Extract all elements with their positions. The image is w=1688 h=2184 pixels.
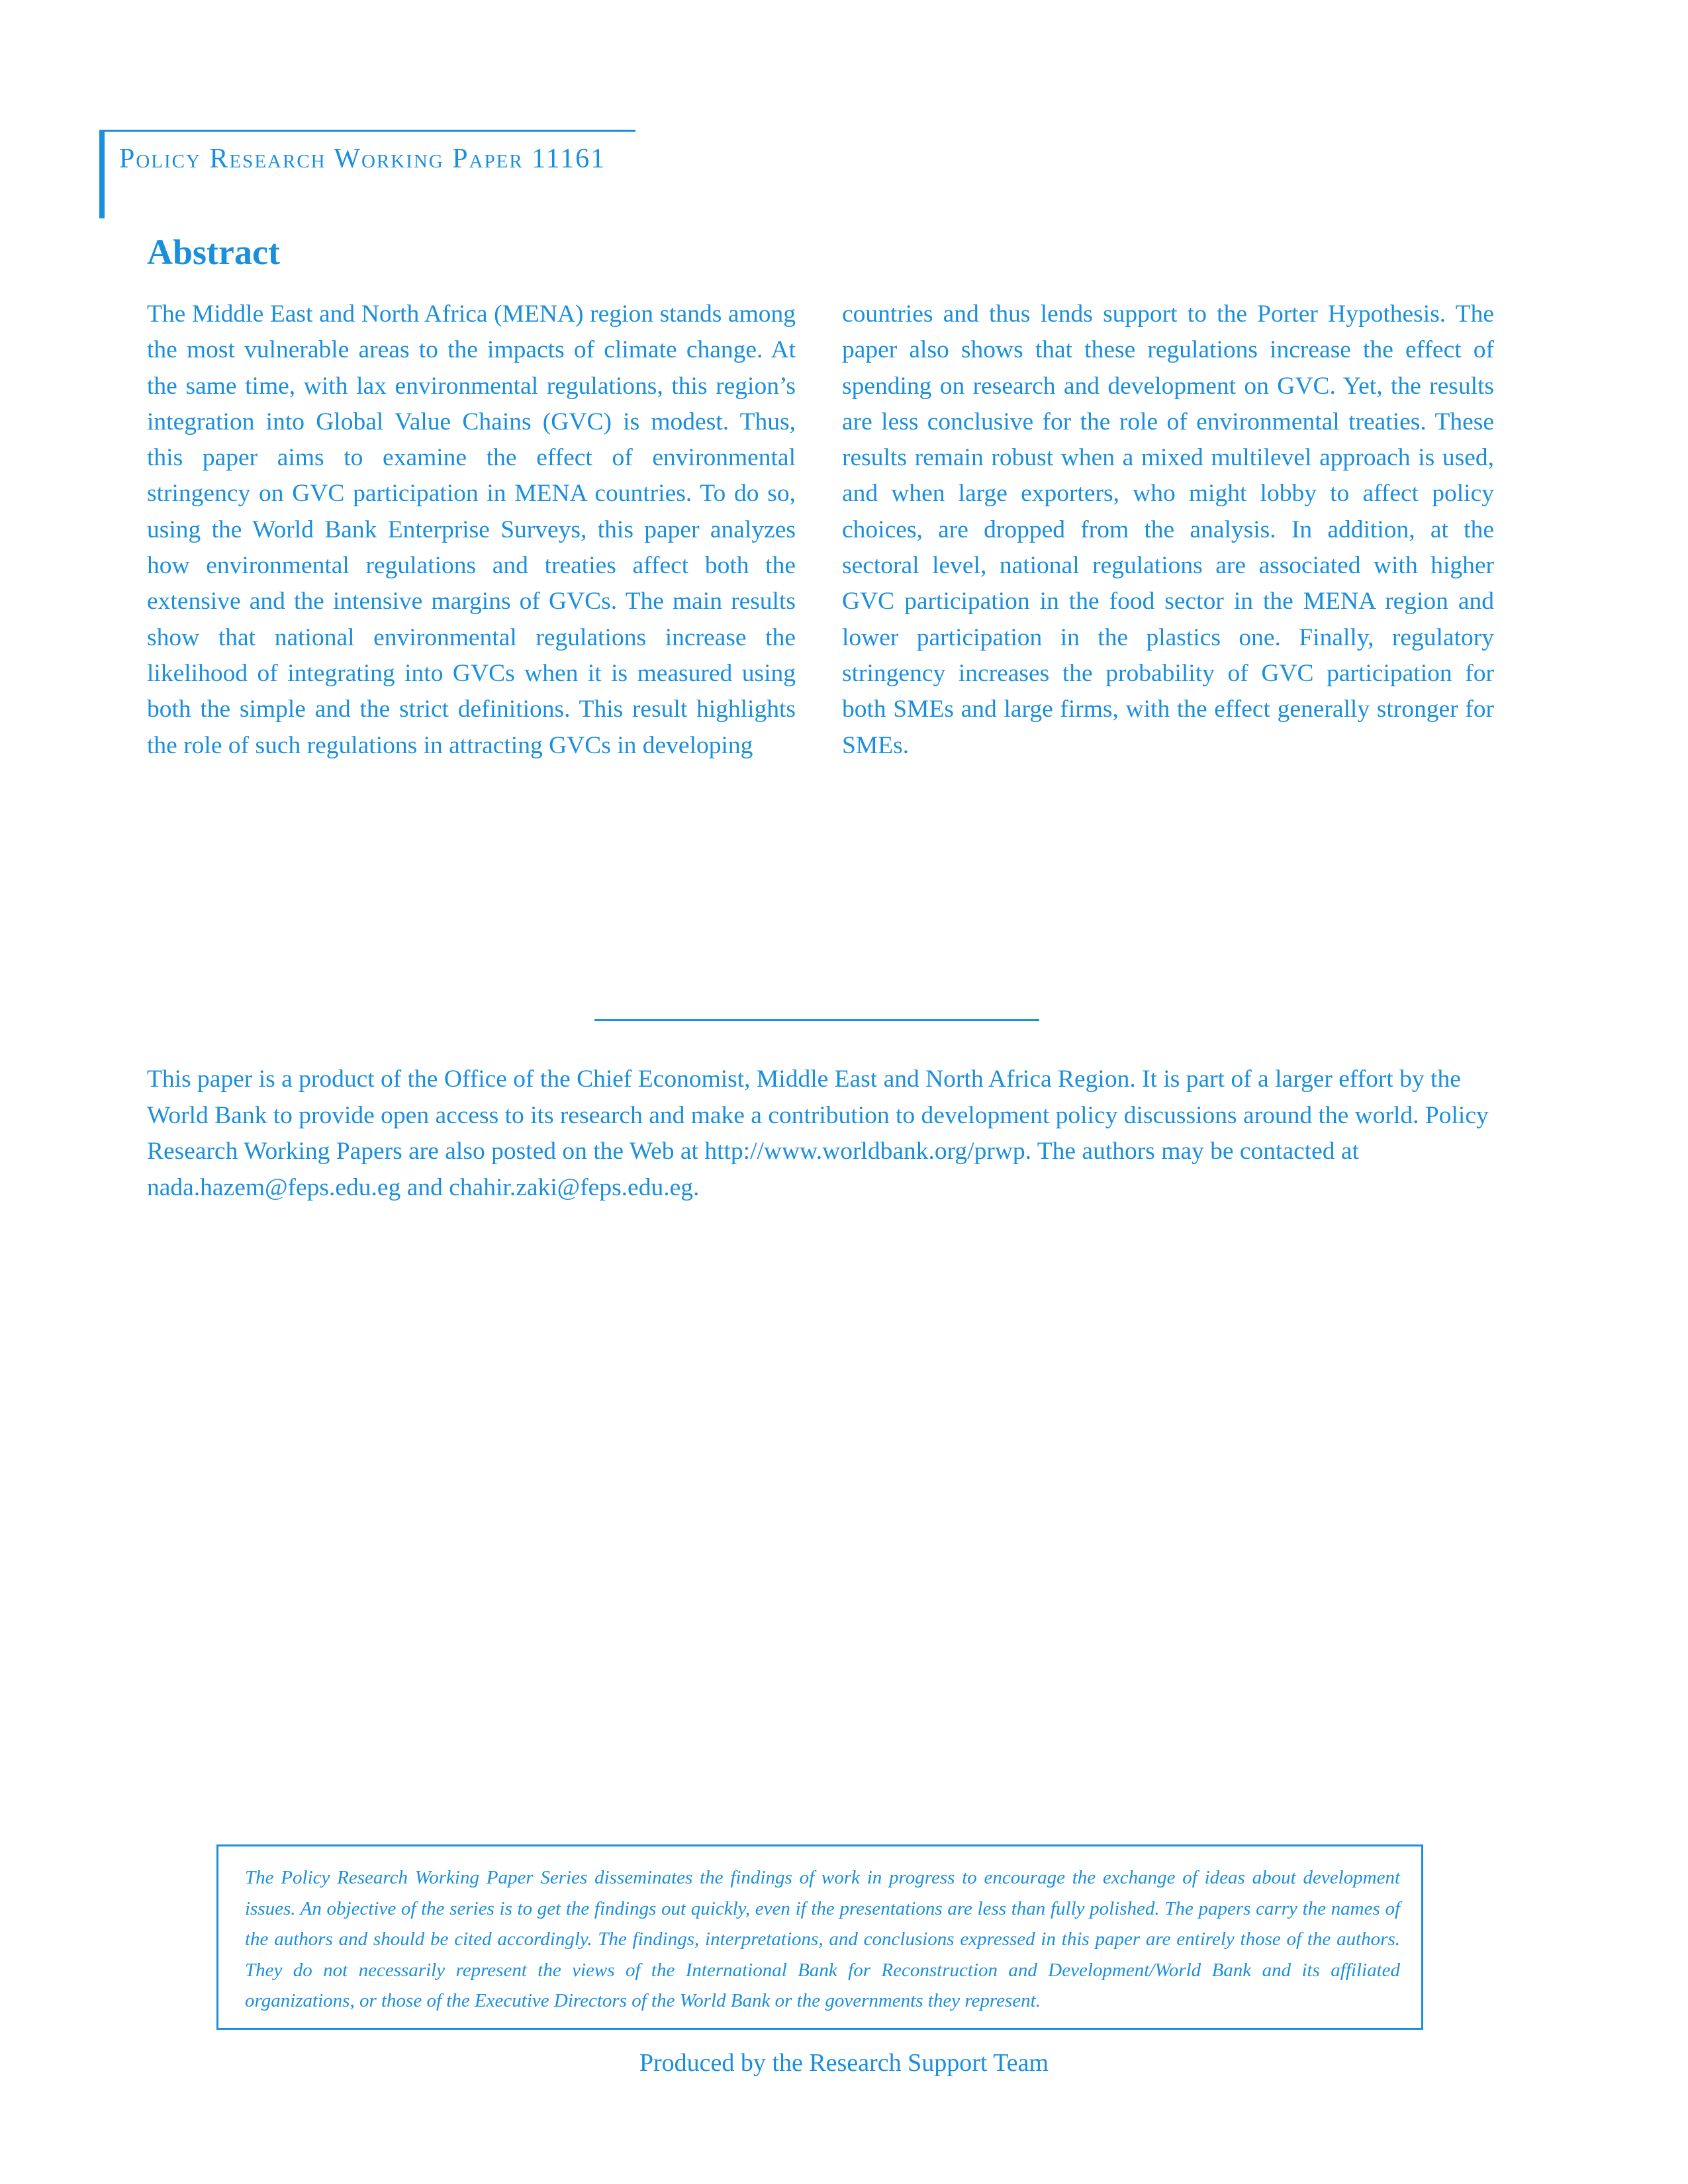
abstract-heading: Abstract: [147, 232, 280, 272]
section-divider: [594, 1019, 1039, 1021]
header-accent-bar: [99, 130, 105, 218]
product-note: This paper is a product of the Office of the Chief Economist, Middle East and North Africa Region. It is part of a larger effort by the World Bank to provide open access to its research and make a contribution to development policy discussions around the world. Policy Research Working Papers are also posted on the Web at http://www.worldbank.org/prwp. The authors may be contacted at nada.hazem@feps.edu.eg and chahir.zaki@feps.edu.eg.: [147, 1066, 1489, 1201]
series-title: Policy Research Working Paper 11161: [119, 144, 606, 174]
header-rule: [99, 130, 635, 132]
abstract-column-left: The Middle East and North Africa (MENA) region stands among the most vulnerable areas to the impacts of climate change. At the same time, with lax environmental regulations, this region’s integration into Global Value Chains (GVC) is modest. Thus, this paper aims to examine the effect of environmental stringency on GVC participation in MENA countries. To do so, using the World Bank Enterprise Surveys, this paper analyzes how environmental regulations and treaties affect both the extensive and the intensive margins of GVCs. The main results show that national environmental regulations increase the likelihood of integrating into GVCs when it is measured using both the simple and the strict definitions. This result highlights the role of such regulations in attracting GVCs in developing: [147, 300, 796, 759]
disclaimer-box: [216, 1844, 1423, 2030]
abstract-column-right: countries and thus lends support to the Porter Hypothesis. The paper also shows that these regulations increase the effect of spending on research and development on GVC. Yet, the results are less conclusive for the role of environmental treaties. These results remain robust when a mixed multilevel approach is used, and when large exporters, who might lobby to affect policy choices, are dropped from the analysis. In addition, at the sectoral level, national regulations are associated with higher GVC participation in the food sector in the MENA region and lower participation in the plastics one. Finally, regulatory stringency increases the probability of GVC participation for both SMEs and large firms, with the effect generally stronger for SMEs.: [842, 300, 1494, 759]
disclaimer-text: The Policy Research Working Paper Series disseminates the findings of work in progress to encourage the exchange of ideas about development issues. An objective of the series is to get the findings out quickly, even if the presentations are less than fully polished. The papers carry the names of the authors and should be cited accordingly. The findings, interpretations, and conclusions expressed in this paper are entirely those of the authors. They do not necessarily represent the views of the International Bank for Reconstruction and Development/World Bank and its affiliated organizations, or those of the Executive Directors of the World Bank or the governments they represent.: [245, 1867, 1400, 2011]
footer-credit: Produced by the Research Support Team: [639, 2049, 1049, 2077]
